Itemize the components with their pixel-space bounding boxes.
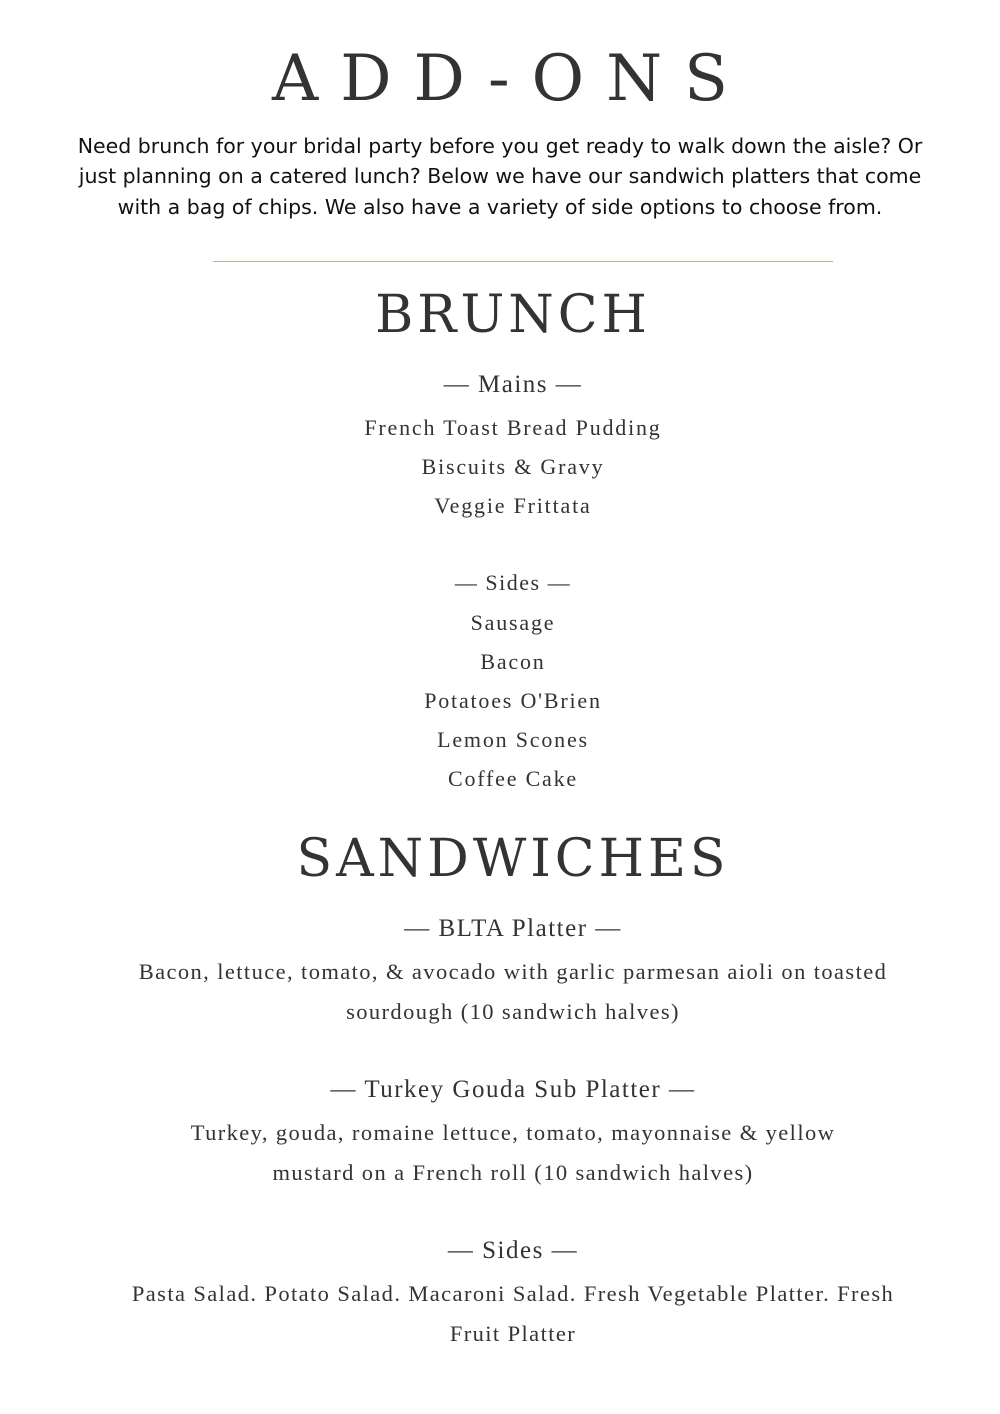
sandwich-sides-description: Pasta Salad. Potato Salad. Macaroni Salad. Fresh Vegetable Platter. Fresh Fruit Platter	[131, 1281, 895, 1346]
brunch-heading: BRUNCH	[375, 285, 651, 345]
list-item: French Toast Bread Pudding	[364, 415, 662, 440]
sandwich-sides-heading: — Sides —	[447, 1237, 579, 1264]
brunch-sides-heading: — Sides —	[454, 570, 572, 595]
turkey-gouda-platter-description: Turkey, gouda, romaine lettuce, tomato, mayonnaise & yellow mustard on a French roll (10 sandwich halves)	[190, 1120, 836, 1185]
blta-platter-heading: — BLTA Platter —	[404, 915, 622, 942]
list-item: Lemon Scones	[437, 727, 589, 752]
list-item: Coffee Cake	[448, 766, 578, 791]
blta-platter-description: Bacon, lettuce, tomato, & avocado with garlic parmesan aioli on toasted sourdough (10 sandwich halves)	[138, 959, 888, 1024]
brunch-sides-list	[0, 603, 1000, 798]
list-item: Bacon	[480, 649, 546, 674]
list-item: Veggie Frittata	[434, 493, 592, 518]
list-item: Biscuits & Gravy	[421, 454, 605, 479]
list-item: Potatoes O'Brien	[424, 688, 602, 713]
intro-text: Need brunch for your bridal party before you get ready to walk down the aisle? Or just planning on a catered lunch? Below we have our sandwich platters that come with a bag of chips. We also have a variety of side options to choose from.	[77, 134, 923, 219]
divider-line	[213, 261, 833, 262]
brunch-mains-list	[0, 408, 1000, 525]
turkey-gouda-platter-heading: — Turkey Gouda Sub Platter —	[330, 1076, 696, 1103]
sandwiches-heading: SANDWICHES	[296, 829, 730, 889]
list-item: Sausage	[470, 610, 556, 635]
brunch-mains-heading: — Mains —	[443, 371, 583, 398]
page-title: ADD-ONS	[272, 42, 750, 116]
